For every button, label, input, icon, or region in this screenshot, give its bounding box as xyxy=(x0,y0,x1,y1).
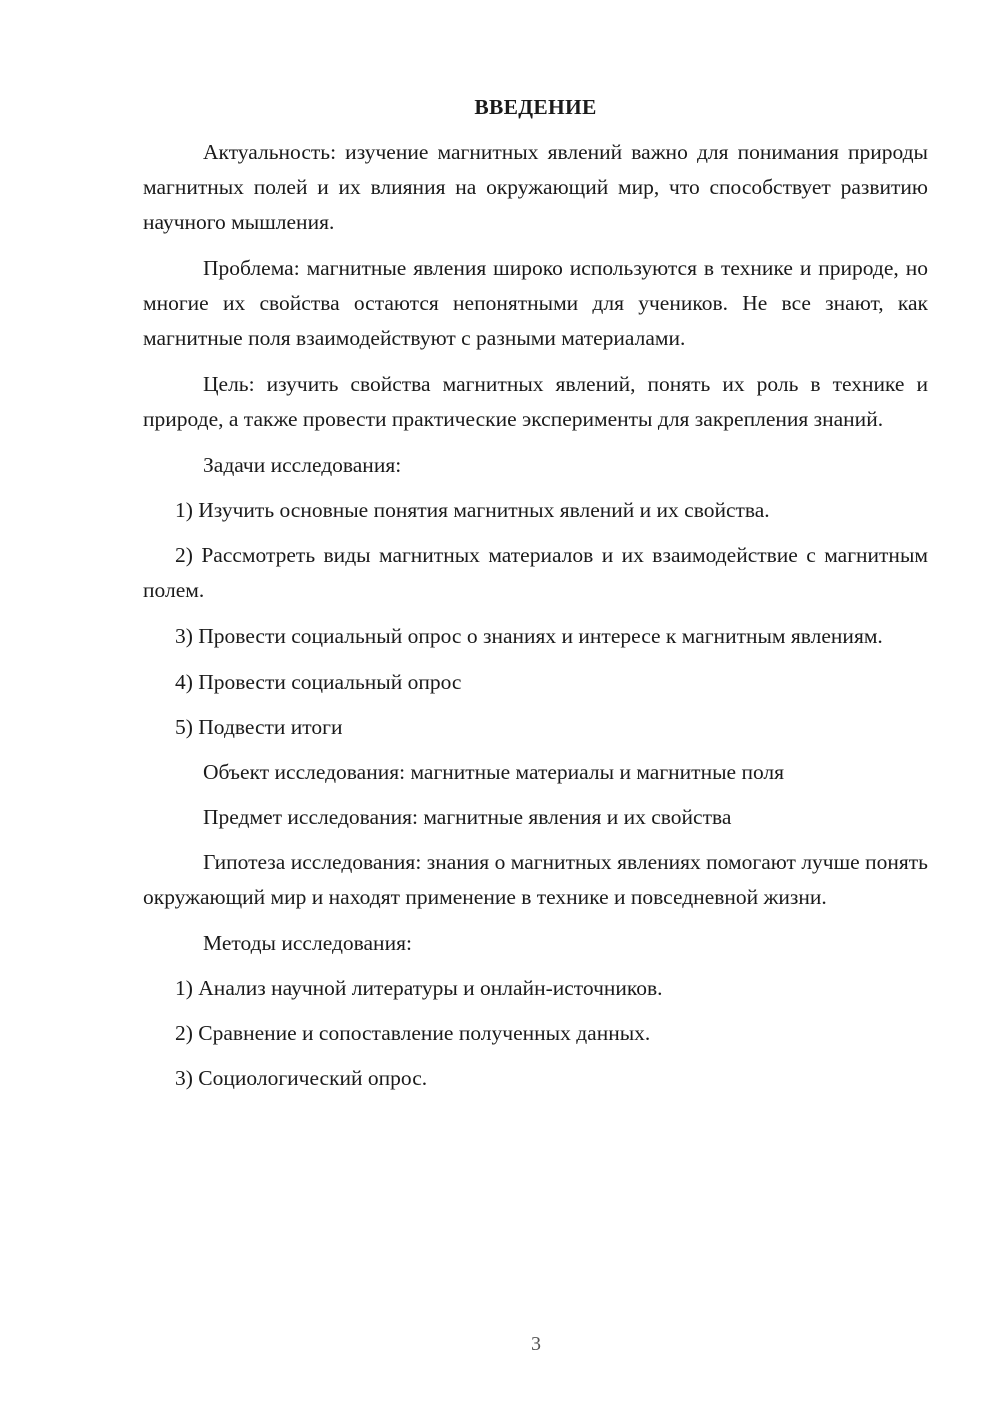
goal-paragraph: Цель: изучить свойства магнитных явлений, понять их роль в технике и природе, а также провести практические эксперименты для закрепления знаний. xyxy=(143,372,928,431)
task-item: 3) Провести социальный опрос о знаниях и интересе к магнитным явлениям. xyxy=(175,624,883,648)
method-item: 1) Анализ научной литературы и онлайн-источников. xyxy=(175,976,663,1000)
research-object: Объект исследования: магнитные материалы и магнитные поля xyxy=(203,760,785,784)
page-number: 3 xyxy=(531,1333,541,1355)
relevance-paragraph: Актуальность: изучение магнитных явлений важно для понимания природы магнитных полей и их влияния на окружающий мир, что способствует развитию научного мышления. xyxy=(143,140,928,234)
hypothesis-paragraph: Гипотеза исследования: знания о магнитных явлениях помогают лучше понять окружающий мир и находят применение в технике и повседневной жизни. xyxy=(143,850,928,909)
problem-paragraph: Проблема: магнитные явления широко используются в технике и природе, но многие их свойства остаются непонятными для учеников. Не все знают, как магнитные поля взаимодействуют с разными материалами. xyxy=(143,256,928,350)
method-item: 3) Социологический опрос. xyxy=(175,1066,428,1090)
research-subject: Предмет исследования: магнитные явления и их свойства xyxy=(203,805,732,829)
task-item: 5) Подвести итоги xyxy=(175,715,343,739)
section-heading: ВВЕДЕНИЕ xyxy=(474,95,597,119)
page-content xyxy=(143,90,928,1106)
task-item: 4) Провести социальный опрос xyxy=(175,670,462,694)
tasks-title: Задачи исследования: xyxy=(203,453,402,477)
method-item: 2) Сравнение и сопоставление полученных данных. xyxy=(175,1021,651,1045)
methods-title: Методы исследования: xyxy=(203,931,412,955)
task-item: 2) Рассмотреть виды магнитных материалов и их взаимодействие с магнитным полем. xyxy=(143,543,928,602)
task-item: 1) Изучить основные понятия магнитных явлений и их свойства. xyxy=(175,498,770,522)
